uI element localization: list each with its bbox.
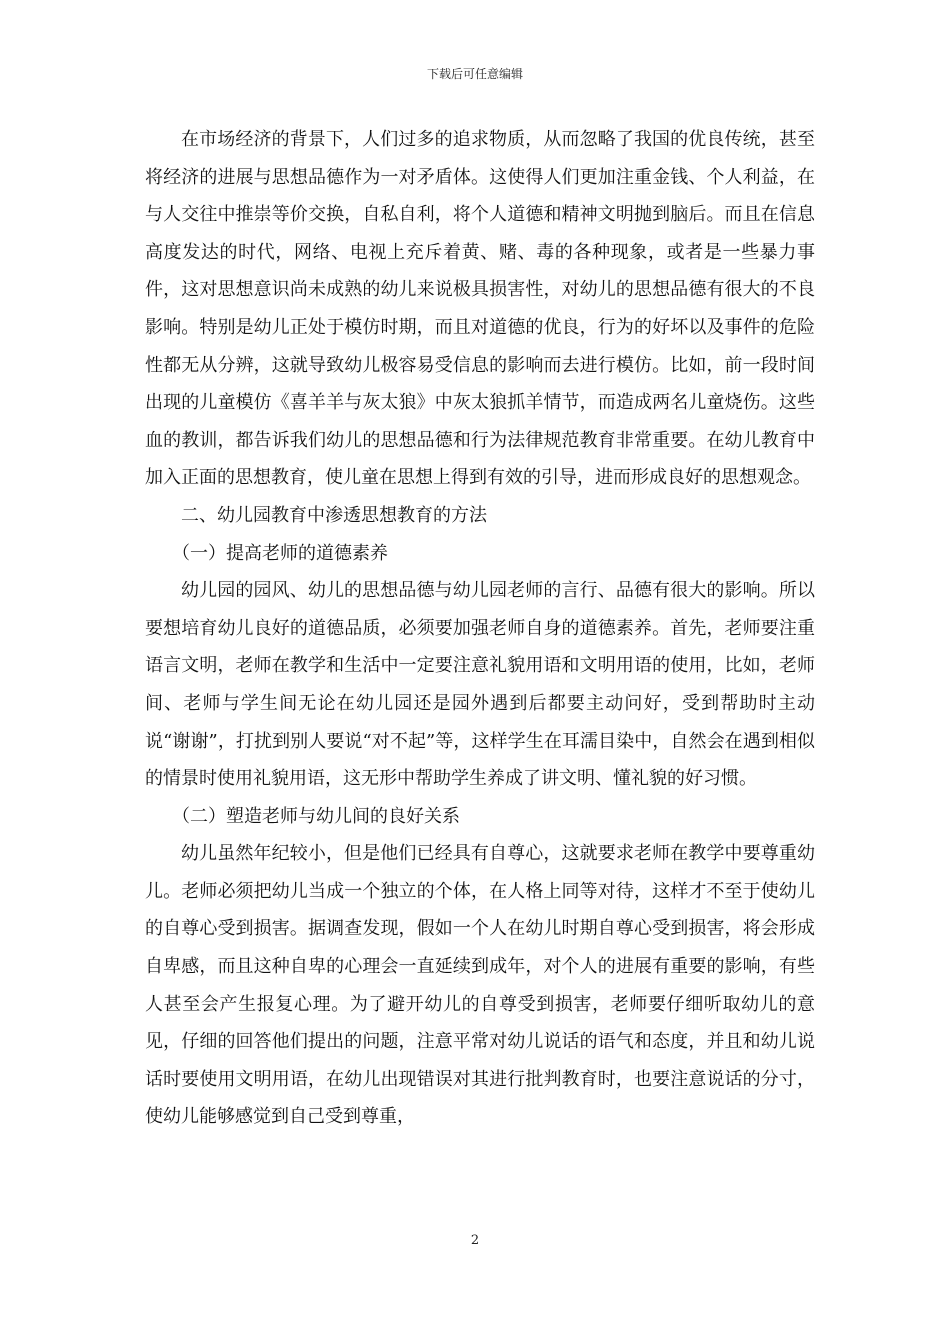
page-header: 下载后可任意编辑 (426, 67, 523, 81)
body-paragraph: 幼儿虽然年纪较小，但是他们已经具有自尊心，这就要求老师在教学中要尊重幼儿。老师必须把幼儿当成一个独立的个体，在人格上同等对待，这样才不至于使幼儿的自尊心受到损害。据调查发现，假如一个人在幼儿时期自尊心受到损害，将会形成自卑感，而且这种自卑的心理会一直延续到成年，对个人的进展有重要的影响，有些人甚至会产生报复心理。为了避开幼儿的自尊受到损害，老师要仔细听取幼儿的意见，仔细的回答他们提出的问题，注意平常对幼儿说话的语气和态度，并且和幼儿说话时要使用文明用语，在幼儿出现错误对其进行批判教育时，也要注意说话的分寸，使幼儿能够感觉到自己受到尊重， (145, 843, 815, 1128)
document-body (145, 121, 815, 1136)
subsection-heading: （二）塑造老师与幼儿间的良好关系 (172, 805, 460, 827)
page-number: 2 (470, 1233, 480, 1248)
body-paragraph: 在市场经济的背景下，人们过多的追求物质，从而忽略了我国的优良传统，甚至将经济的进展与思想品德作为一对矛盾体。这使得人们更加注重金钱、个人利益，在与人交往中推崇等价交换，自私自利，将个人道德和精神文明抛到脑后。而且在信息高度发达的时代，网络、电视上充斥着黄、赌、毒的各种现象，或者是一些暴力事件，这对思想意识尚未成熟的幼儿来说极具损害性，对幼儿的思想品德有很大的不良影响。特别是幼儿正处于模仿时期，而且对道德的优良，行为的好坏以及事件的危险性都无从分辨，这就导致幼儿极容易受信息的影响而去进行模仿。比如，前一段时间出现的儿童模仿《喜羊羊与灰太狼》中灰太狼抓羊情节，而造成两名儿童烧伤。这些血的教训，都告诉我们幼儿的思想品德和行为法律规范教育非常重要。在幼儿教育中加入正面的思想教育，使儿童在思想上得到有效的引导，进而形成良好的思想观念。 (145, 129, 815, 489)
subsection-heading: （一）提高老师的道德素养 (172, 542, 388, 564)
body-paragraph: 幼儿园的园风、幼儿的思想品德与幼儿园老师的言行、品德有很大的影响。所以要想培育幼儿良好的道德品质，必须要加强老师自身的道德素养。首先，老师要注重语言文明，老师在教学和生活中一定要注意礼貌用语和文明用语的使用，比如，老师间、老师与学生间无论在幼儿园还是园外遇到后都要主动问好，受到帮助时主动说“谢谢”，打扰到别人要说“对不起”等，这样学生在耳濡目染中，自然会在遇到相似的情景时使用礼貌用语，这无形中帮助学生养成了讲文明、懂礼貌的好习惯。 (145, 580, 815, 790)
section-heading: 二、幼儿园教育中渗透思想教育的方法 (181, 504, 487, 526)
